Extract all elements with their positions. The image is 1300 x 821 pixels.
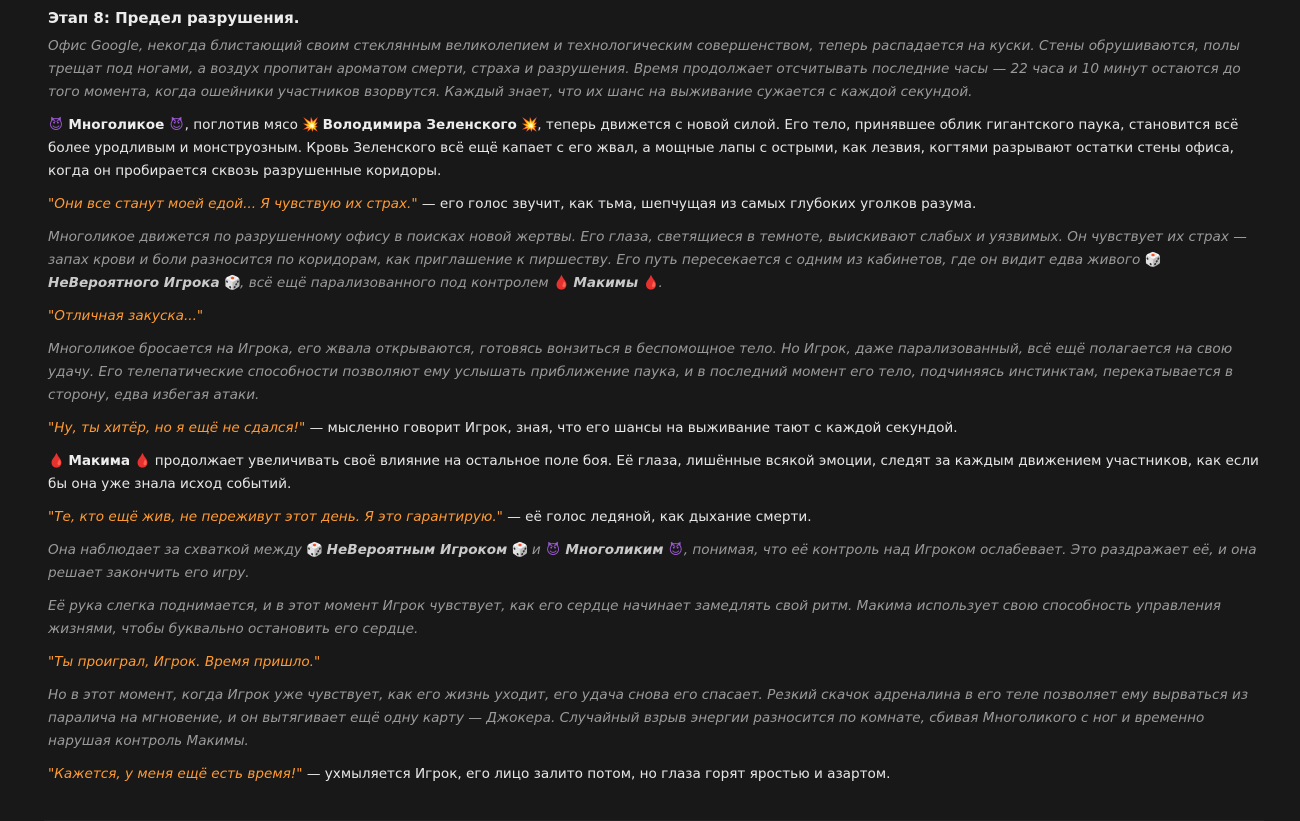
narration-text: , всё ещё парализованного под контролем — [240, 275, 549, 291]
stage-title: Этап 8: Предел разрушения. — [48, 9, 300, 27]
character-name: Многоликое — [68, 117, 165, 133]
dialogue-paragraph — [48, 651, 1264, 674]
paragraph-text: , поглотив мясо — [184, 117, 298, 133]
character-name: Макимы — [573, 275, 639, 291]
narration-text: . — [658, 275, 663, 291]
narration-paragraph — [48, 539, 1264, 585]
narration-text: и — [531, 542, 541, 558]
dialogue-paragraph — [48, 193, 1264, 216]
narration-text: , понимая, что её контроль над Игроком ослабевает. Это раздражает её, и она решает закончить его игру. — [48, 542, 1257, 581]
dialogue-paragraph — [48, 506, 1264, 529]
collision-icon: 💥 — [521, 117, 539, 133]
character-paragraph — [48, 450, 1264, 496]
dialogue-quote: "Ну, ты хитёр, но я ещё не сдался!" — [48, 420, 306, 436]
dialogue-quote: "Ты проиграл, Игрок. Время пришло." — [48, 654, 321, 670]
character-paragraph — [48, 114, 1264, 183]
devil-icon: 😈 — [169, 117, 184, 133]
dice-icon: 🎲 — [306, 542, 324, 558]
narration-paragraph — [48, 226, 1264, 295]
devil-icon: 😈 — [48, 117, 64, 133]
paragraph-text: — его голос звучит, как тьма, шепчущая из самых глубоких уголков разума. — [417, 196, 977, 212]
devil-icon: 😈 — [668, 542, 683, 558]
dice-icon: 🎲 — [1144, 252, 1162, 268]
character-name: НеВероятным Игроком — [326, 542, 508, 558]
character-name: Володимира Зеленского — [322, 117, 517, 133]
dialogue-quote: "Они все станут моей едой... Я чувствую их страх." — [48, 196, 418, 212]
dialogue-quote: "Те, кто ещё жив, не переживут этот день. Я это гарантирую." — [48, 509, 503, 525]
narration-paragraph — [48, 338, 1264, 407]
drop-of-blood-icon: 🩸 — [642, 275, 660, 291]
character-name: Макима — [68, 453, 131, 469]
dialogue-paragraph — [48, 305, 1264, 328]
narration-paragraph — [48, 595, 1264, 641]
paragraph-text: продолжает увеличивать своё влияние на остальное поле боя. Её глаза, лишённые всякой эмоции, следят за каждым движением участников, как если бы она уже знала исход событий. — [48, 453, 1259, 492]
narration-text: Многоликое движется по разрушенному офису в поисках новой жертвы. Его глаза, светящиеся в темноте, выискивают слабых и уязвимых. Он чувствует их страх — запах крови и боли разносится по коридорам, как приглашение к пиршеству. Его путь пересекается с одним из кабинетов, где он видит едва живого — [48, 229, 1247, 268]
dice-icon: 🎲 — [224, 275, 241, 291]
dialogue-quote: "Отличная закуска..." — [48, 308, 204, 324]
devil-icon: 😈 — [545, 542, 561, 558]
paragraph-text: — её голос ледяной, как дыхание смерти. — [502, 509, 812, 525]
narration-text: Она наблюдает за схваткой между — [48, 542, 302, 558]
dice-icon: 🎲 — [511, 542, 529, 558]
narration-text: Офис Google, некогда блистающий своим стеклянным великолепием и технологическим совершенством, теперь распадается на куски. Стены обрушиваются, полы трещат под ногами, а воздух пропитан ароматом смерти, страха и разрушения. Время продолжает отсчитывать последние часы — 22 часа и 10 минут остаются до того момента, когда ошейники участников взорвутся. Каждый знает, что их шанс на выживание сужается с каждой секундой. — [48, 38, 1241, 100]
dialogue-paragraph — [48, 417, 1264, 440]
narration-text: Но в этот момент, когда Игрок уже чувствует, как его жизнь уходит, его удача снова его спасает. Резкий скачок адреналина в его теле позволяет ему вырваться из паралича на мгновение, и он вытягивает ещё одну карту — Джокера. Случайный взрыв энергии разносится по комнате, сбивая Многоликого с ног и временно нарушая контроль Макимы. — [48, 687, 1249, 749]
narration-paragraph — [48, 684, 1264, 753]
character-name: НеВероятного Игрока — [48, 275, 220, 291]
narration-paragraph — [48, 35, 1264, 104]
paragraph-text: — ухмыляется Игрок, его лицо залито потом, но глаза горят яростью и азартом. — [302, 766, 891, 782]
drop-of-blood-icon: 🩸 — [134, 453, 152, 469]
narration-text: Многоликое бросается на Игрока, его жвала открываются, готовясь вонзиться в беспомощное тело. Но Игрок, даже парализованный, всё ещё полагается на свою удачу. Его телепатические способности позволяют ему услышать приближение паука, и в последний момент его тело, подчиняясь инстинктам, перекатывается в сторону, едва избегая атаки. — [48, 341, 1233, 403]
dialogue-quote: "Кажется, у меня ещё есть время!" — [48, 766, 303, 782]
drop-of-blood-icon: 🩸 — [48, 453, 65, 469]
collision-icon: 💥 — [302, 117, 320, 133]
drop-of-blood-icon: 🩸 — [553, 275, 570, 291]
paragraph-text: , теперь движется с новой силой. Его тело, принявшее облик гигантского паука, становится всё более уродливым и монструозным. Кровь Зеленского всё ещё капает с его жвал, а мощные лапы с острыми, как лезвия, когтями разрывают остатки стены офиса, когда он пробирается сквозь разрушенные коридоры. — [48, 117, 1239, 179]
character-name: Многоликим — [565, 542, 664, 558]
narration-text: Её рука слегка поднимается, и в этот момент Игрок чувствует, как его сердце начинает замедлять свой ритм. Макима использует свою способность управления жизнями, чтобы буквально остановить его сердце. — [48, 598, 1221, 637]
paragraph-text: — мысленно говорит Игрок, зная, что его шансы на выживание тают с каждой секундой. — [305, 420, 958, 436]
dialogue-paragraph — [48, 763, 1264, 786]
